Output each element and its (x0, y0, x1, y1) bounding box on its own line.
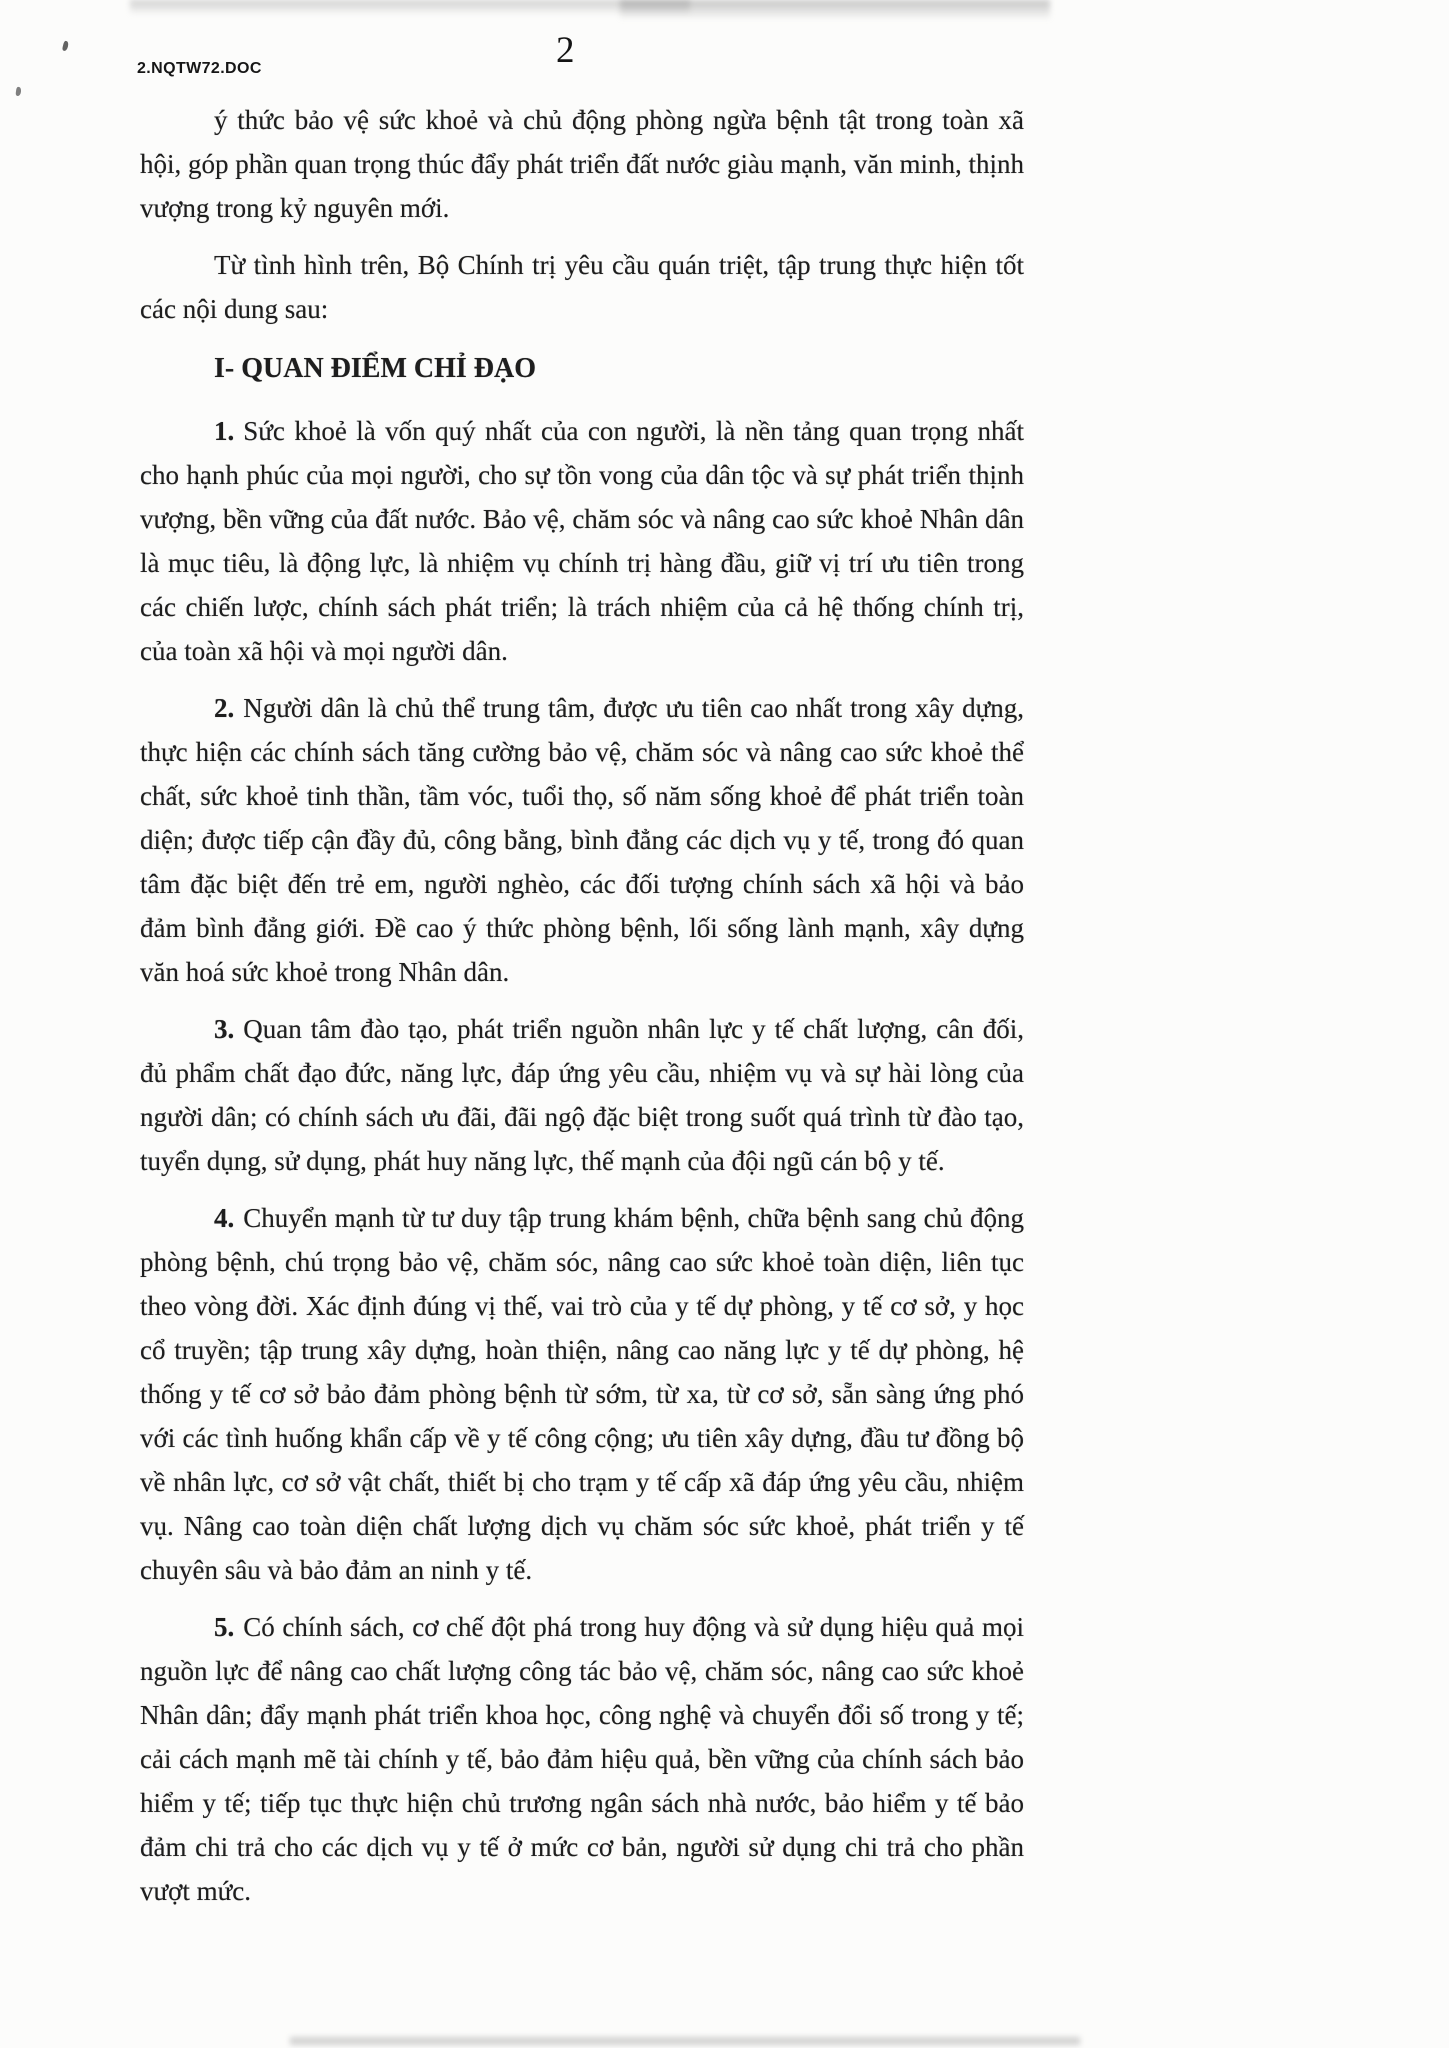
scan-artifact-ink-mark (15, 87, 21, 97)
scan-artifact-ink-mark (62, 41, 69, 52)
section-heading: I- QUAN ĐIỂM CHỈ ĐẠO (214, 353, 536, 384)
numbered-paragraph-5 (140, 1605, 1024, 1913)
numbered-paragraph-1 (140, 409, 1024, 673)
numbered-paragraph-2 (140, 686, 1024, 994)
document-body (140, 98, 1024, 1926)
item-text: Chuyển mạnh từ tư duy tập trung khám bệnh, chữa bệnh sang chủ động phòng bệnh, chú trọng bảo vệ, chăm sóc, nâng cao sức khoẻ toàn diện, liên tục theo vòng đời. Xác định đúng vị thế, vai trò của y tế dự phòng, y tế cơ sở, y học cổ truyền; tập trung xây dựng, hoàn thiện, nâng cao năng lực y tế dự phòng, hệ thống y tế cơ sở bảo đảm phòng bệnh từ sớm, từ xa, từ cơ sở, sẵn sàng ứng phó với các tình huống khẩn cấp về y tế công cộng; ưu tiên xây dựng, đầu tư đồng bộ về nhân lực, cơ sở vật chất, thiết bị cho trạm y tế cấp xã đáp ứng yêu cầu, nhiệm vụ. Nâng cao toàn diện chất lượng dịch vụ chăm sóc sức khoẻ, phát triển y tế chuyên sâu và bảo đảm an ninh y tế. (140, 1203, 1024, 1585)
scan-artifact-smudge (130, 0, 690, 15)
numbered-paragraph-3 (140, 1007, 1024, 1183)
item-text: Sức khoẻ là vốn quý nhất của con người, là nền tảng quan trọng nhất cho hạnh phúc của mọi người, cho sự tồn vong của dân tộc và sự phát triển thịnh vượng, bền vững của đất nước. Bảo vệ, chăm sóc và nâng cao sức khoẻ Nhân dân là mục tiêu, là động lực, là nhiệm vụ chính trị hàng đầu, giữ vị trí ưu tiên trong các chiến lược, chính sách phát triển; là trách nhiệm của cả hệ thống chính trị, của toàn xã hội và mọi người dân. (140, 416, 1024, 666)
page-number: 2 (556, 30, 575, 71)
item-text: Có chính sách, cơ chế đột phá trong huy động và sử dụng hiệu quả mọi nguồn lực để nâng cao chất lượng công tác bảo vệ, chăm sóc, nâng cao sức khoẻ Nhân dân; đẩy mạnh phát triển khoa học, công nghệ và chuyển đổi số trong y tế; cải cách mạnh mẽ tài chính y tế, bảo đảm hiệu quả, bền vững của chính sách bảo hiểm y tế; tiếp tục thực hiện chủ trương ngân sách nhà nước, bảo hiểm y tế bảo đảm chi trả cho các dịch vụ y tế ở mức cơ bản, người sử dụng chi trả cho phần vượt mức. (140, 1612, 1024, 1906)
paragraph-continuation: ý thức bảo vệ sức khoẻ và chủ động phòng ngừa bệnh tật trong toàn xã hội, góp phần quan trọng thúc đẩy phát triển đất nước giàu mạnh, văn minh, thịnh vượng trong kỷ nguyên mới. (140, 105, 1024, 223)
item-text: Người dân là chủ thể trung tâm, được ưu tiên cao nhất trong xây dựng, thực hiện các chính sách tăng cường bảo vệ, chăm sóc và nâng cao sức khoẻ thể chất, sức khoẻ tinh thần, tầm vóc, tuổi thọ, số năm sống khoẻ để phát triển toàn diện; được tiếp cận đầy đủ, công bằng, bình đẳng các dịch vụ y tế, trong đó quan tâm đặc biệt đến trẻ em, người nghèo, các đối tượng chính sách xã hội và bảo đảm bình đẳng giới. Đề cao ý thức phòng bệnh, lối sống lành mạnh, xây dựng văn hoá sức khoẻ trong Nhân dân. (140, 693, 1024, 987)
scan-artifact-smudge (290, 2037, 1080, 2045)
paragraph-intro: Từ tình hình trên, Bộ Chính trị yêu cầu quán triệt, tập trung thực hiện tốt các nội dung sau: (140, 250, 1024, 324)
doc-filename: 2.NQTW72.DOC (137, 60, 262, 77)
item-number: 2. (214, 693, 235, 723)
item-number: 1. (214, 416, 235, 446)
item-number: 5. (214, 1612, 235, 1642)
item-number: 4. (214, 1203, 235, 1233)
numbered-paragraph-4 (140, 1196, 1024, 1592)
scan-artifact-smudge (620, 0, 1050, 20)
item-text: Quan tâm đào tạo, phát triển nguồn nhân lực y tế chất lượng, cân đối, đủ phẩm chất đạo đức, năng lực, đáp ứng yêu cầu, nhiệm vụ và sự hài lòng của người dân; có chính sách ưu đãi, đãi ngộ đặc biệt trong suốt quá trình từ đào tạo, tuyển dụng, sử dụng, phát huy năng lực, thế mạnh của đội ngũ cán bộ y tế. (140, 1014, 1024, 1176)
item-number: 3. (214, 1014, 235, 1044)
